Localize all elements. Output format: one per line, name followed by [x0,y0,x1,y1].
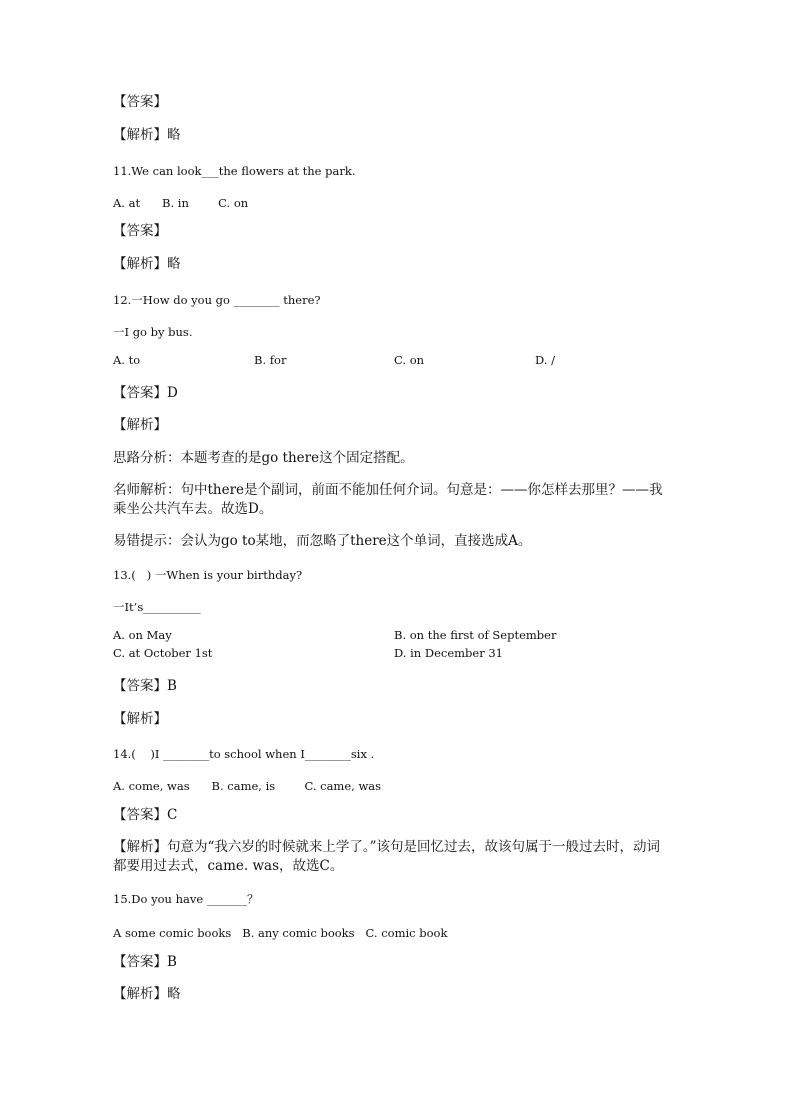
question-11: 11.We can look___the flowers at the park. [113,164,356,178]
option-c: C. on [394,353,425,367]
option-d: D. / [535,353,555,367]
answer-label: 【答案】 [113,94,167,110]
option-a: A. to [113,353,141,367]
analysis-text: 思路分析：本题考查的是go there这个固定搭配。 [113,450,414,466]
analysis-label: 【解析】略 [113,127,181,143]
question-11-options: A. at B. in C. on [113,196,249,210]
answer-label: 【答案】B [113,678,177,694]
analysis-text: 名师解析：句中there是个副词，前面不能加任何介词。句意是：——你怎样去那里？——我乘坐公共汽车去。故选D。 [113,482,663,517]
analysis-text: 【解析】句意为“我六岁的时候就来上学了。”该句是回忆过去，故该句属于一般过去时，动词都要用过去式，came. was，故选C。 [113,839,661,874]
answer-label: 【答案】B [113,954,177,970]
question-14-options: A. come, was B. came, is C. came, was [113,779,382,793]
analysis-text: 易错提示：会认为go to某地，而忽略了there这个单词，直接选成A。 [113,533,532,549]
option-b: B. on the first of September [394,628,557,642]
question-12: 12.一How do you go ________ there? [113,293,321,307]
question-13: 13.( ) 一When is your birthday? [113,568,303,582]
answer-label: 【答案】C [113,807,178,823]
question-15-options: A some comic books B. any comic books C. comic book [113,926,448,940]
analysis-label: 【解析】略 [113,986,181,1002]
question-15: 15.Do you have _______？ [113,892,259,906]
analysis-label: 【解析】 [113,417,167,433]
answer-label: 【答案】D [113,385,178,401]
analysis-label: 【解析】 [113,711,167,727]
question-13-reply: 一It’s__________ [113,600,201,614]
question-12-reply: 一I go by bus. [113,325,193,339]
question-14: 14.( )I ________to school when I________six . [113,747,375,761]
option-c: C. at October 1st [113,646,213,660]
option-d: D. in December 31 [394,646,503,660]
answer-label: 【答案】 [113,223,167,239]
option-b: B. for [254,353,287,367]
analysis-label: 【解析】略 [113,256,181,272]
option-a: A. on May [113,628,172,642]
